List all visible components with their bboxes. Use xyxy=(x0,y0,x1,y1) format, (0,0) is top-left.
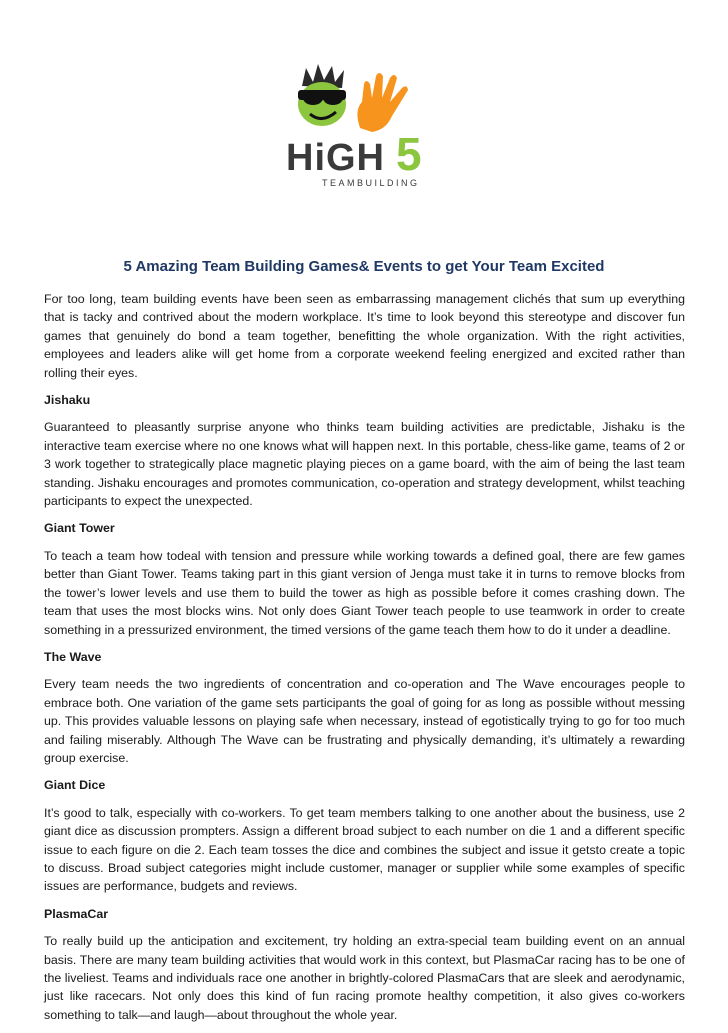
section-paragraph: To teach a team how todeal with tension and pressure while working towards a defined goal, there are few games better than Giant Tower. Teams taking part in this giant version of Jenga must take it in turns to remove blocks from the tower’s lower levels and use them to build the tower as high as possible before it comes crashing down. The team that uses the most blocks wins. Not only does Giant Tower teach people to use teamwork in order to create something in a pressurized environment, the timed versions of the game teach them how to do it under a deadline. xyxy=(44,548,685,637)
section-paragraph: To really build up the anticipation and excitement, try holding an extra-special team building event on an annual basis. There are many team building activities that would work in this context, but PlasmaCar racing has to be one of the liveliest. Teams and individuals race one another in brightly-colored PlasmaCars that are sleek and aerodynamic, just like racecars. Not only does this kind of fun racing promote healthy competition, it also gives co-workers something to talk—and laugh—about throughout the whole year. xyxy=(44,934,685,1022)
section-heading: PlasmaCar xyxy=(44,906,109,921)
section-heading: Giant Tower xyxy=(44,521,115,536)
high5-logo xyxy=(280,62,460,192)
article-body xyxy=(44,290,685,1033)
page-title: 5 Amazing Team Building Games& Events to get Your Team Excited xyxy=(123,258,605,275)
section-paragraph: Guaranteed to pleasantly surprise anyone who thinks team building activities are predictable, Jishaku is the interactive team exercise where no one knows what will happen next. In this portable, chess-like game, teams of 2 or 3 work together to strategically place magnetic playing pieces on a game board, with the aim of being the last team standing. Jishaku encourages and promotes communication, co-operation and strategy development, whilst teaching participants to expect the unexpected. xyxy=(44,420,685,509)
section-heading: Jishaku xyxy=(44,393,91,408)
cartoon-head-icon xyxy=(298,64,346,126)
section-paragraph: It’s good to talk, especially with co-workers. To get team members talking to one another about the business, use 2 giant dice as discussion prompters. Assign a different broad subject to each number on die 1 and a different specific issue to each figure on die 2. Each team tosses the dice and combines the subject and issue it getsto create a topic to discuss. Broad subject categories might include customer, manager or supplier while some examples of specific issues are performance, budgets and reviews. xyxy=(44,805,685,894)
section-paragraph: Every team needs the two ingredients of concentration and co-operation and The Wave encourages people to embrace both. One variation of the game sets participants the goal of going for as long as possible without messing up. This provides valuable lessons on playing safe when necessary, instead of egotistically trying to go for too much and failing miserably. Although The Wave can be frustrating and physically demanding, it’s ultimately a rewarding group exercise. xyxy=(44,677,685,765)
waving-hand-icon xyxy=(357,73,408,132)
section-heading: The Wave xyxy=(44,649,102,664)
brand-sub: TEAMBUILDING xyxy=(322,178,420,188)
brand-main: HiGH xyxy=(286,137,385,179)
brand-number: 5 xyxy=(396,128,422,180)
section-heading: Giant Dice xyxy=(44,778,106,793)
intro-paragraph: For too long, team building events have been seen as embarrassing management clichés that sum up everything that is tacky and contrived about the modern workplace. It’s time to look beyond this stereotype and discover fun games that genuinely do bond a team together, benefitting the whole organization. With the right activities, employees and leaders alike will get home from a corporate weekend feeling energized and excited rather than rolling their eyes. xyxy=(44,292,685,380)
